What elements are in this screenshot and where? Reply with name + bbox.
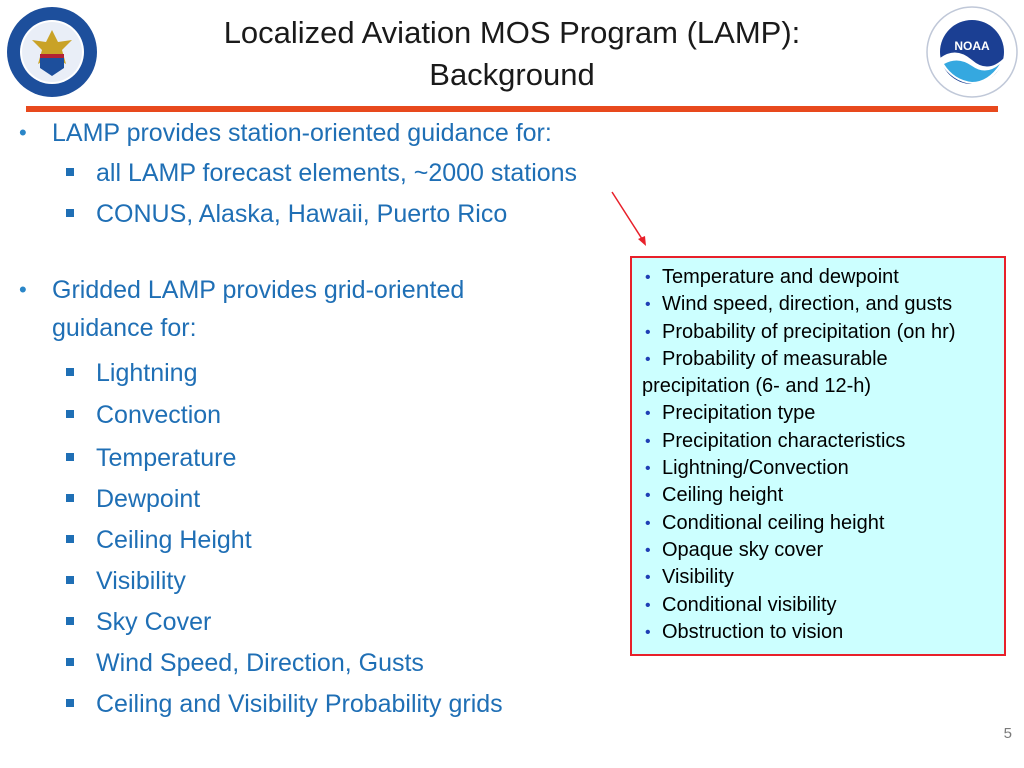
box-item: • Opaque sky cover <box>642 537 996 564</box>
title-divider <box>26 106 998 112</box>
sub-bullet: all LAMP forecast elements, ~2000 stations <box>96 158 577 188</box>
box-item-continuation: precipitation (6- and 12-h) <box>642 375 872 398</box>
sub-bullet: Wind Speed, Direction, Gusts <box>96 648 424 678</box>
box-item: • Conditional visibility <box>642 592 996 619</box>
bullet-dot-icon: • <box>645 432 651 450</box>
sub-bullet: CONUS, Alaska, Hawaii, Puerto Rico <box>96 199 507 229</box>
title-line-1: Localized Aviation MOS Program (LAMP): <box>223 15 801 50</box>
box-item: • Conditional ceiling height <box>642 510 996 537</box>
box-item: • Precipitation type <box>642 400 996 427</box>
bullet-dot-icon: • <box>645 596 651 614</box>
sub-bullet: Lightning <box>96 358 197 388</box>
bullet-station-guidance <box>19 114 552 152</box>
bullet-dot-icon: • <box>645 541 651 559</box>
bullet-dot-icon: • <box>645 569 651 587</box>
box-item: • Temperature and dewpoint <box>642 264 996 291</box>
bullet-dot-icon: • <box>645 487 651 505</box>
bullet-dot-icon: • <box>645 350 651 368</box>
square-bullet-icon <box>66 699 74 707</box>
box-item: • Lightning/Convection <box>642 455 996 482</box>
sub-bullet: Dewpoint <box>96 484 200 514</box>
page-title <box>130 12 894 96</box>
sub-bullet: Ceiling and Visibility Probability grids <box>96 689 503 719</box>
square-bullet-icon <box>66 576 74 584</box>
box-item: • Obstruction to vision <box>642 619 996 646</box>
square-bullet-icon <box>66 368 74 376</box>
bullet-dot-icon: • <box>645 623 651 641</box>
square-bullet-icon <box>66 410 74 418</box>
square-bullet-icon <box>66 168 74 176</box>
sub-bullet: Sky Cover <box>96 607 211 637</box>
bullet-dot-icon: • <box>645 405 651 423</box>
sub-bullet: Ceiling Height <box>96 525 252 555</box>
square-bullet-icon <box>66 453 74 461</box>
bullet-dot-icon: • <box>645 269 651 286</box>
department-of-commerce-seal <box>6 6 98 98</box>
sub-bullet: Temperature <box>96 443 236 473</box>
square-bullet-icon <box>66 494 74 502</box>
bullet-dot-icon: • <box>645 514 651 532</box>
box-item: • Probability of measurable <box>642 346 996 373</box>
bullet-dot-icon: • <box>19 277 27 302</box>
sub-bullet: Visibility <box>96 566 186 596</box>
svg-text:NOAA: NOAA <box>954 39 990 53</box>
box-item: • Precipitation characteristics <box>642 428 996 455</box>
sub-bullet: Convection <box>96 400 221 430</box>
title-line-2: Background <box>429 57 595 92</box>
bullet-dot-icon: • <box>645 323 651 341</box>
bullet-dot-icon: • <box>19 120 27 145</box>
box-item: • Wind speed, direction, and gusts <box>642 291 996 318</box>
red-arrow-icon <box>600 184 660 254</box>
bullet-grid-guidance: • Gridded LAMP provides grid-oriented guidance for: <box>52 271 464 347</box>
forecast-elements-box <box>630 256 1006 656</box>
square-bullet-icon <box>66 535 74 543</box>
bullet-dot-icon: • <box>645 296 651 314</box>
bullet-text: LAMP provides station-oriented guidance for: <box>52 119 552 147</box>
page-number: 5 <box>1003 725 1012 742</box>
noaa-logo <box>926 6 1018 98</box>
box-item: • Probability of precipitation (on hr) <box>642 319 996 346</box>
square-bullet-icon <box>66 617 74 625</box>
square-bullet-icon <box>66 209 74 217</box>
bullet-dot-icon: • <box>645 460 651 478</box>
box-item: • Ceiling height <box>642 482 996 509</box>
box-item: • Visibility <box>642 564 996 591</box>
square-bullet-icon <box>66 658 74 666</box>
